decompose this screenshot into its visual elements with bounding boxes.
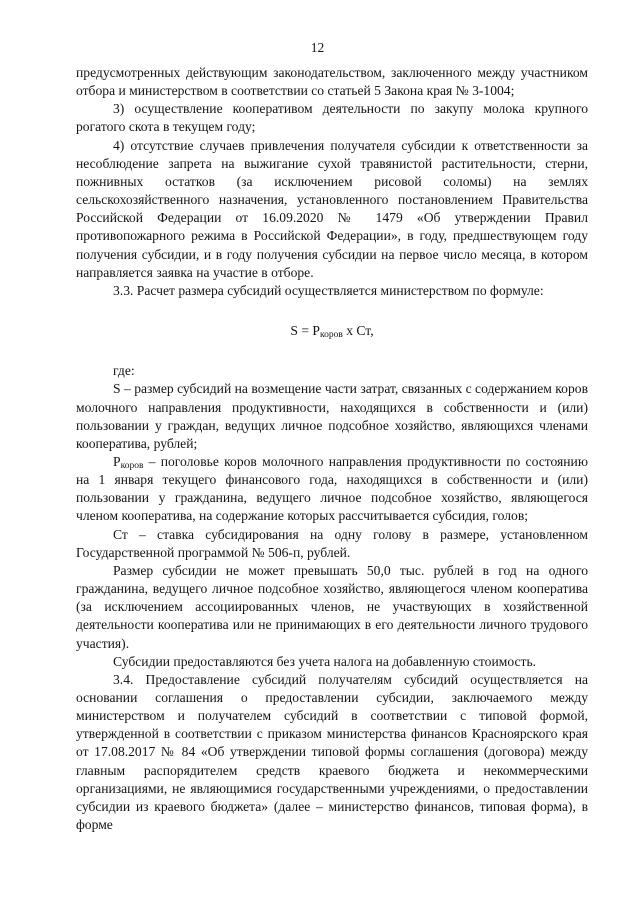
definition-st: Ст – ставка субсидирования на одну голову в размере, установленном Государственной программой № 506-п, рублей. xyxy=(76,526,588,560)
definition-p-subscript: коров xyxy=(120,460,144,471)
formula xyxy=(76,322,588,340)
paragraph-continuation: предусмотренных действующим законодательством, заключенного между участником отбора и министерством в соответствии со статьей 5 Закона края № 3-1004; xyxy=(76,65,588,99)
paragraph-vat: Субсидии предоставляются без учета налога на добавленную стоимость. xyxy=(113,653,537,669)
definition-s: S – размер субсидий на возмещение части затрат, связанных с содержанием коров молочного направления продуктивности, находящихся в собственности и (или) пользовании у граждан, ведущих личное подсобное хозяйство, являющихся членами кооператива, рублей; xyxy=(76,381,588,451)
page-number: 12 xyxy=(310,40,325,55)
paragraph-condition-4: 4) отсутствие случаев привлечения получателя субсидии к ответственности за несоблюдение запрета на выжигание сухой травянистой растительности, стерни, пожнивных остатков (за исключением рисовой соломы) на землях сельскохозяйственного назначения, установленного постановлением Правительства Российской Федерации от 16.09.2020 № 1479 «Об утверждении Правил противопожарного режима в Российской Федерации», в году, предшествующем году получения субсидии, и в году получения субсидии на первое число месяца, в котором направляется заявка на участие в отборе. xyxy=(76,137,588,280)
formula-left: S = P xyxy=(290,323,320,339)
definition-p-symbol: P xyxy=(113,453,121,469)
formula-right: x Ст, xyxy=(342,323,374,339)
definition-p-text: – поголовье коров молочного направления продуктивности по состоянию на 1 января текущего финансового года, находящихся в собственности и (или) пользовании у гражданина, ведущего личное подсобное хозяйство, являющегося членом кооператива, на содержание которых рассчитывается субсидия, голов; xyxy=(76,453,588,524)
where-label: где: xyxy=(113,363,135,379)
paragraph-max-subsidy: Размер субсидии не может превышать 50,0 тыс. рублей в год на одного гражданина, ведущего личное подсобное хозяйство, являющегося членом кооператива (за исключением ассоциированных членов, не участвующих в хозяйственной деятельности кооператива или не принимающих в его деятельности личного трудового участия). xyxy=(76,562,588,651)
paragraph-condition-3: 3) осуществление кооперативом деятельности по закупу молока крупного рогатого скота в текущем году; xyxy=(76,101,588,135)
document-body xyxy=(76,64,588,834)
definition-p xyxy=(76,453,588,526)
paragraph-3-4: 3.4. Предоставление субсидий получателям субсидий осуществляется на основании соглашения о предоставлении субсидии, заключаемого между министерством и получателем субсидий в соответствии с типовой формой, утвержденной в соответствии с приказом министерства финансов Красноярского края от 17.08.2017 № 84 «Об утверждении типовой формы соглашения (договора) между главным распорядителем средств краевого бюджета и некоммерческими организациями, не являющимися государственными учреждениями, о предоставлении субсидии из краевого бюджета» (далее – министерство финансов, типовая форма), в форме xyxy=(76,671,588,833)
formula-subscript: коров xyxy=(319,330,343,341)
paragraph-3-3: 3.3. Расчет размера субсидий осуществляется министерством по формуле: xyxy=(113,282,544,298)
